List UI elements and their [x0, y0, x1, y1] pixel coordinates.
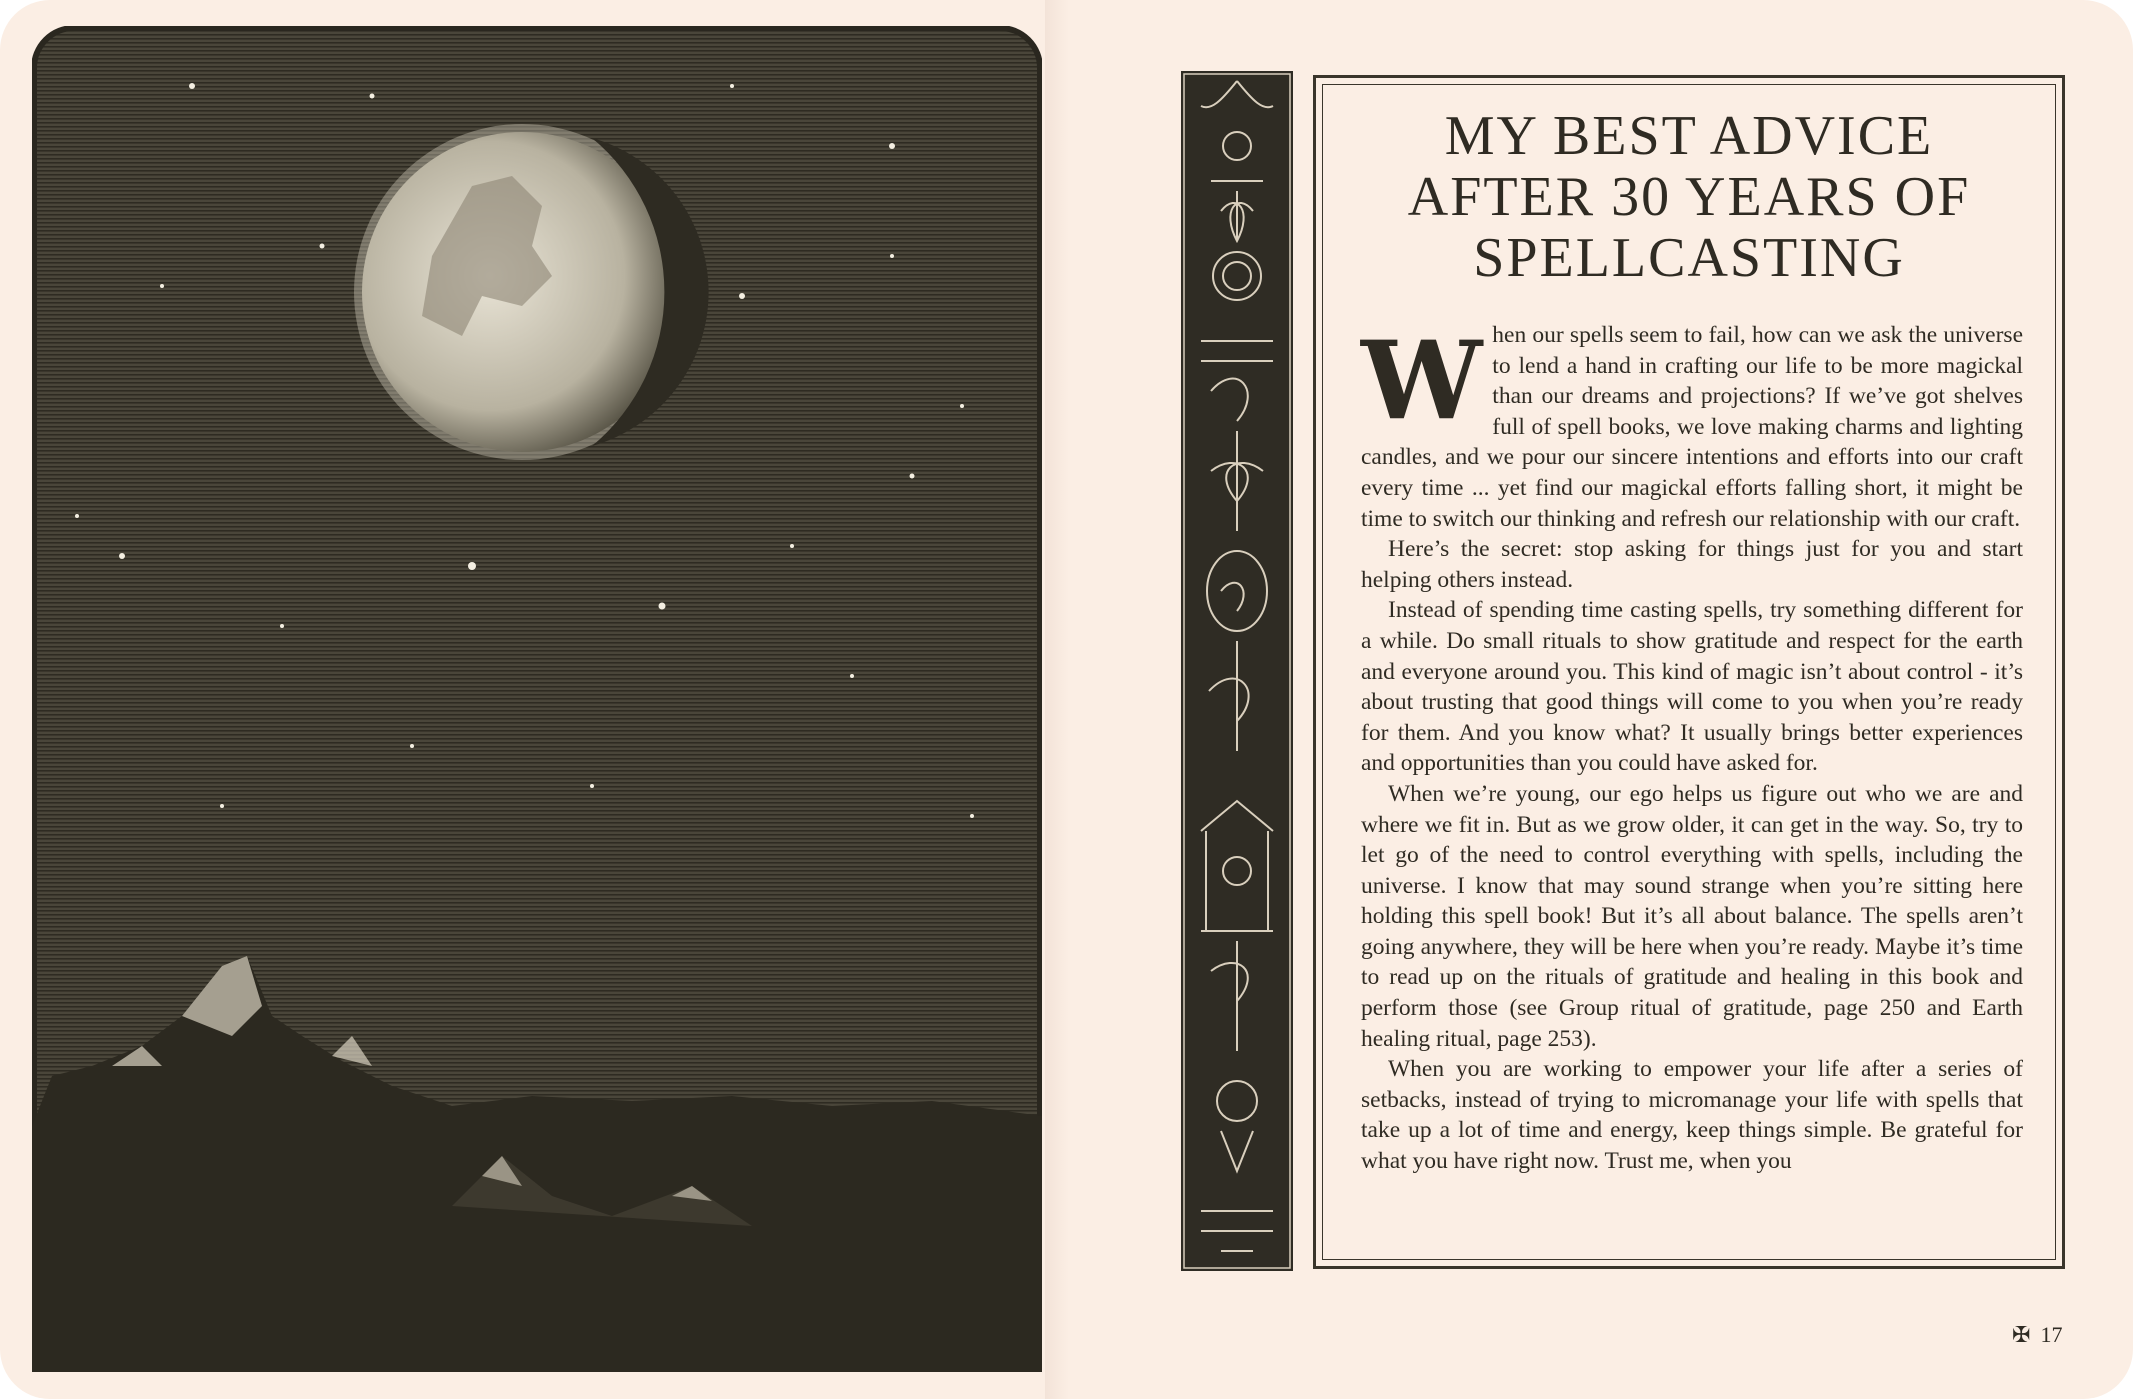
paragraph: When you are working to empower your life after a series of setbacks, instead of trying to micromanage your life with spells that take up a lot of time and energy, keep things simple. Be grateful for what you have right now. Trust me, when you: [1361, 1056, 2023, 1175]
title-line: AFTER 30 YEARS OF: [1407, 166, 1971, 228]
earth-moon: [354, 124, 709, 460]
paragraph: Instead of spending time casting spells, try something different for a while. Do small rituals to show gratitude and respect for the earth and everyone around you. This kind of magic isn’t about control - it’s about trusting that good things will come to you when you’re ready for them. And you know what? It usually brings better experiences and opportunities than you could have asked for.: [1361, 597, 2023, 777]
article-frame: [1313, 75, 2065, 1269]
paragraph: When our spells seem to fail, how can we ask the universe to lend a hand in crafting our life to be more magickal than our dreams and projections? If we’ve got shelves full of spell books, we love making charms and lighting candles, and we pour our sincere intentions and efforts into our craft every time ... yet find our magickal efforts falling short, it might be time to switch our thinking and refresh our relationship with our craft.: [1361, 318, 2023, 532]
paragraph: Here’s the secret: stop asking for things just for you and start helping others instead.: [1361, 536, 2023, 593]
book-gutter: [1045, 0, 1085, 1399]
page-number: ✠ 17: [2012, 1322, 2063, 1347]
title-line: SPELLCASTING: [1473, 227, 1905, 289]
article-body: [1361, 320, 2023, 1177]
cross-ornament-icon: ✠: [2012, 1322, 2031, 1347]
drop-cap: W: [1361, 318, 1483, 444]
paragraph: When we’re young, our ego helps us figure out who we are and where we fit in. But as we grow older, it can get in the way. So, try to let go of the need to control everything with spells, including the universe. I know that may sound strange when you’re sitting here holding this spell book! But it’s all about balance. The spells aren’t going anywhere, they will be here when you’re ready. Maybe it’s time to read up on the rituals of gratitude and healing in this book and perform those (see Group ritual of gratitude, page 250 and Earth healing ritual, page 253).: [1361, 780, 2023, 1052]
article-title: [1316, 106, 2062, 289]
ornamental-border-column: [1181, 71, 1293, 1271]
moon-landscape-engraving: [32, 26, 1042, 1372]
title-line: MY BEST ADVICE: [1444, 105, 1934, 167]
